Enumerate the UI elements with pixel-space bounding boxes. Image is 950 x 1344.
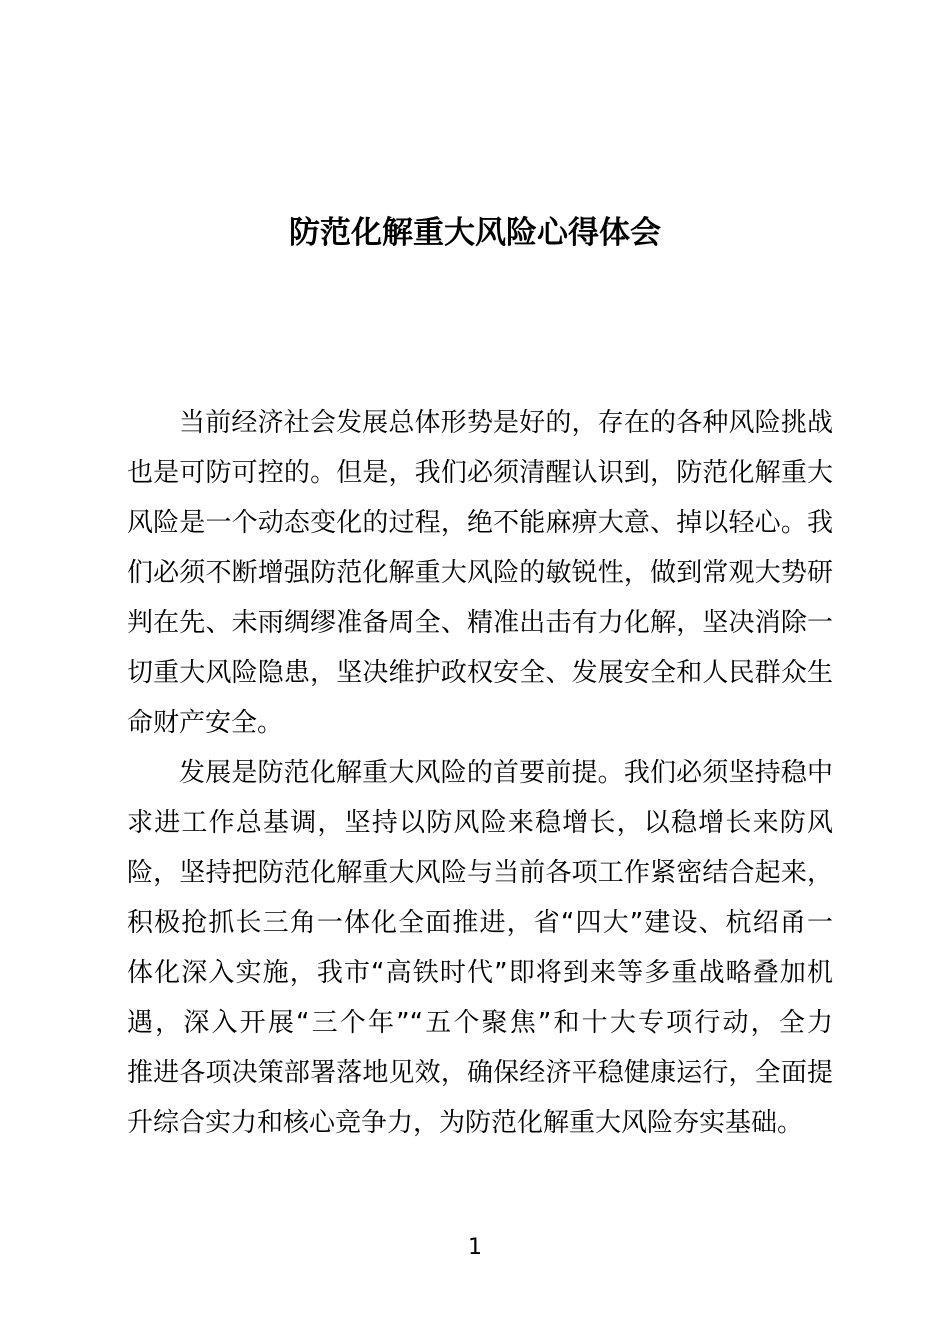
paragraph-line: 推进各项决策部署落地见效，确保经济平稳健康运行，全面提 xyxy=(127,1058,833,1088)
document-body xyxy=(127,398,833,1148)
paragraph-1 xyxy=(127,398,833,748)
paragraph-line: 命财产安全。 xyxy=(127,708,284,738)
paragraph-line: 升综合实力和核心竞争力，为防范化解重大风险夯实基础。 xyxy=(127,1108,804,1138)
document-title: 防范化解重大风险心得体会 xyxy=(289,215,661,251)
paragraph-line: 遇，深入开展“三个年”“五个聚焦”和十大专项行动，全力 xyxy=(127,1008,833,1038)
paragraph-line: 险，坚持把防范化解重大风险与当前各项工作紧密结合起来， xyxy=(127,858,833,888)
paragraph-line: 体化深入实施，我市“高铁时代”即将到来等多重战略叠加机 xyxy=(127,958,833,988)
paragraph-line: 也是可防可控的。但是，我们必须清醒认识到，防范化解重大 xyxy=(127,458,833,488)
page-number: 1 xyxy=(468,1235,482,1260)
paragraph-line: 判在先、未雨绸缪准备周全、精准出击有力化解，坚决消除一 xyxy=(127,608,833,638)
paragraph-line: 当前经济社会发展总体形势是好的，存在的各种风险挑战 xyxy=(179,408,833,438)
paragraph-line: 风险是一个动态变化的过程，绝不能麻痹大意、掉以轻心。我 xyxy=(127,508,833,538)
paragraph-2 xyxy=(127,748,833,1148)
paragraph-line: 求进工作总基调，坚持以防风险来稳增长，以稳增长来防风 xyxy=(127,808,833,838)
paragraph-line: 积极抢抓长三角一体化全面推进，省“四大”建设、杭绍甬一 xyxy=(127,908,833,938)
paragraph-line: 切重大风险隐患，坚决维护政权安全、发展安全和人民群众生 xyxy=(127,658,833,688)
paragraph-line: 们必须不断增强防范化解重大风险的敏锐性，做到常观大势研 xyxy=(127,558,833,588)
paragraph-line: 发展是防范化解重大风险的首要前提。我们必须坚持稳中 xyxy=(179,758,833,788)
